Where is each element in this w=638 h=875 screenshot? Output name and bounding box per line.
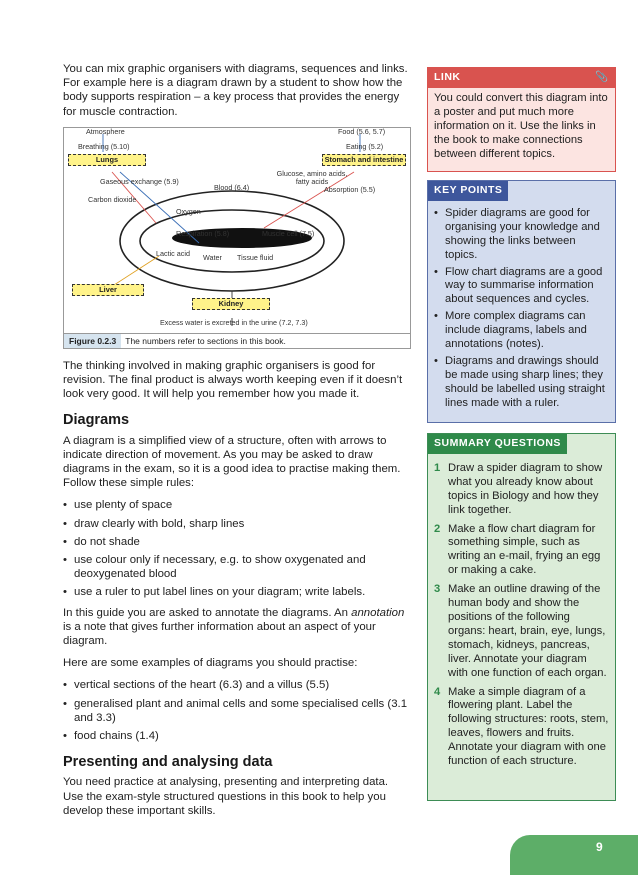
diagrams-heading: Diagrams bbox=[63, 412, 130, 429]
question-text: Make a simple diagram of a flowering plant. Label the following structures: roots, stem, leaves, flowers and fruits. Annotate your diagram with one function of each structure. bbox=[448, 685, 609, 768]
list-item: • use a ruler to put label lines on your diagram; write labels. bbox=[63, 585, 411, 599]
label-water: Water bbox=[203, 252, 222, 262]
box-lungs: Lungs bbox=[68, 154, 146, 166]
box-kidney: Kidney bbox=[192, 298, 270, 310]
page-number: 9 bbox=[596, 840, 603, 854]
intro-paragraph: You can mix graphic organisers with diagrams, sequences and links. For example here is a diagram drawn by a student to show how the body supports respiration – a key process that provides the energy for muscle contraction. bbox=[63, 63, 408, 118]
label-tissue: Tissue fluid bbox=[237, 252, 274, 262]
list-item: • vertical sections of the heart (6.3) and a villus (5.5) bbox=[63, 678, 411, 692]
question-text: Make an outline drawing of the human body and show the positions of the following organs: heart, brain, eye, lungs, stomach, kidneys, pancreas, liver. Annotate your diagram with one function of each organ. bbox=[448, 583, 607, 679]
list-item: • do not shade bbox=[63, 535, 411, 549]
box-stomach: Stomach and intestine bbox=[322, 154, 406, 166]
figure-number: Figure 0.2.3 bbox=[64, 334, 121, 348]
label-gaseous: Gaseous exchange (5.9) bbox=[100, 176, 179, 186]
paperclip-icon: 📎 bbox=[595, 71, 609, 83]
list-item: • use colour only if necessary, e.g. to show oxygenated and deoxygenated blood bbox=[63, 553, 411, 581]
examples-list bbox=[63, 678, 411, 743]
list-item bbox=[434, 583, 609, 680]
key-points-list bbox=[428, 207, 615, 411]
label-blood: Blood (6.4) bbox=[214, 182, 250, 192]
respiration-diagram bbox=[63, 127, 411, 349]
annotation-text-start: In this guide you are asked to annotate the diagrams. An bbox=[63, 606, 352, 619]
link-box-body: You could convert this diagram into a poster and put much more information on it. Use the links in the book to make connections between different topics. bbox=[434, 91, 608, 160]
diagrams-paragraph: A diagram is a simplified view of a structure, often with arrows to indicate direction of movement. As you may be asked to draw diagrams in the exam, so it is a good idea to practise making them. Follow these simple rules: bbox=[63, 434, 401, 490]
question-number: 1 bbox=[434, 461, 441, 474]
annotation-paragraph bbox=[63, 606, 411, 649]
list-item: • Diagrams and drawings should be made using sharp lines; they should be labelled using straight lines made with a ruler. bbox=[434, 355, 609, 411]
figure-caption bbox=[64, 333, 410, 348]
label-muscle: Muscle cell (7.5) bbox=[262, 228, 315, 238]
thinking-paragraph: The thinking involved in making graphic organisers is good for revision. The final product is always worth keeping even if it doesn’t look very good. It will help you remember how you made it. bbox=[63, 359, 403, 401]
label-breathing: Breathing (5.10) bbox=[78, 141, 130, 151]
main-column bbox=[63, 62, 411, 826]
key-points-box bbox=[427, 180, 616, 423]
label-lactic: Lactic acid bbox=[156, 248, 190, 258]
presenting-heading: Presenting and analysing data bbox=[63, 754, 273, 771]
annotation-text-end: is a note that gives further information about an aspect of your diagram. bbox=[63, 620, 376, 648]
page-tab bbox=[510, 835, 638, 875]
key-points-title: KEY POINTS bbox=[428, 181, 508, 201]
annotation-term: annotation bbox=[351, 606, 405, 619]
box-liver: Liver bbox=[72, 284, 144, 296]
list-item: • use plenty of space bbox=[63, 498, 411, 512]
question-text: Draw a spider diagram to show what you already know about topics in Biology and how they link together. bbox=[448, 461, 603, 516]
list-item: • Flow chart diagrams are a good way to summarise information about sequences and cycles. bbox=[434, 266, 609, 308]
list-item bbox=[434, 686, 609, 769]
list-item: • draw clearly with bold, sharp lines bbox=[63, 517, 411, 531]
label-glucose: Glucose, amino acids, fatty acids bbox=[276, 168, 348, 186]
question-number: 3 bbox=[434, 583, 441, 596]
label-carbon: Carbon dioxide bbox=[88, 194, 137, 204]
list-item: • generalised plant and animal cells and some specialised cells (3.1 and 3.3) bbox=[63, 697, 411, 725]
summary-questions-list bbox=[428, 462, 615, 769]
summary-questions-box bbox=[427, 433, 616, 801]
label-oxygen: Oxygen bbox=[176, 206, 201, 216]
label-absorption: Absorption (5.5) bbox=[324, 184, 376, 194]
list-item bbox=[434, 523, 609, 579]
list-item: • food chains (1.4) bbox=[63, 729, 411, 743]
list-item bbox=[434, 462, 609, 518]
list-item: • More complex diagrams can include diagrams, labels and annotations (notes). bbox=[434, 310, 609, 352]
summary-questions-title: SUMMARY QUESTIONS bbox=[428, 434, 567, 454]
question-number: 2 bbox=[434, 522, 441, 535]
presenting-paragraph: You need practice at analysing, presenting and interpreting data. Use the exam-style structured questions in this book to help you develop these important skills. bbox=[63, 776, 389, 817]
label-atmosphere: Atmosphere bbox=[86, 126, 125, 136]
link-box bbox=[427, 67, 616, 172]
label-eating: Eating (5.2) bbox=[346, 141, 384, 151]
link-box-header bbox=[428, 68, 615, 88]
question-text: Make a flow chart diagram for something simple, such as writing an e-mail, frying an egg or making a cake. bbox=[448, 522, 601, 577]
label-food: Food (5.6, 5.7) bbox=[338, 126, 386, 136]
question-number: 4 bbox=[434, 685, 441, 698]
examples-intro: Here are some examples of diagrams you should practise: bbox=[63, 657, 358, 670]
diagram-rules-list bbox=[63, 498, 411, 599]
list-item: • Spider diagrams are good for organising your knowledge and showing the links between topics. bbox=[434, 207, 609, 263]
label-excess: Excess water is excreted in the urine (7.2, 7.3) bbox=[160, 317, 308, 327]
label-respiration: Respiration (5.8) bbox=[176, 228, 230, 238]
figure-caption-text: The numbers refer to sections in this book. bbox=[125, 335, 286, 346]
link-box-title: LINK bbox=[434, 71, 461, 83]
